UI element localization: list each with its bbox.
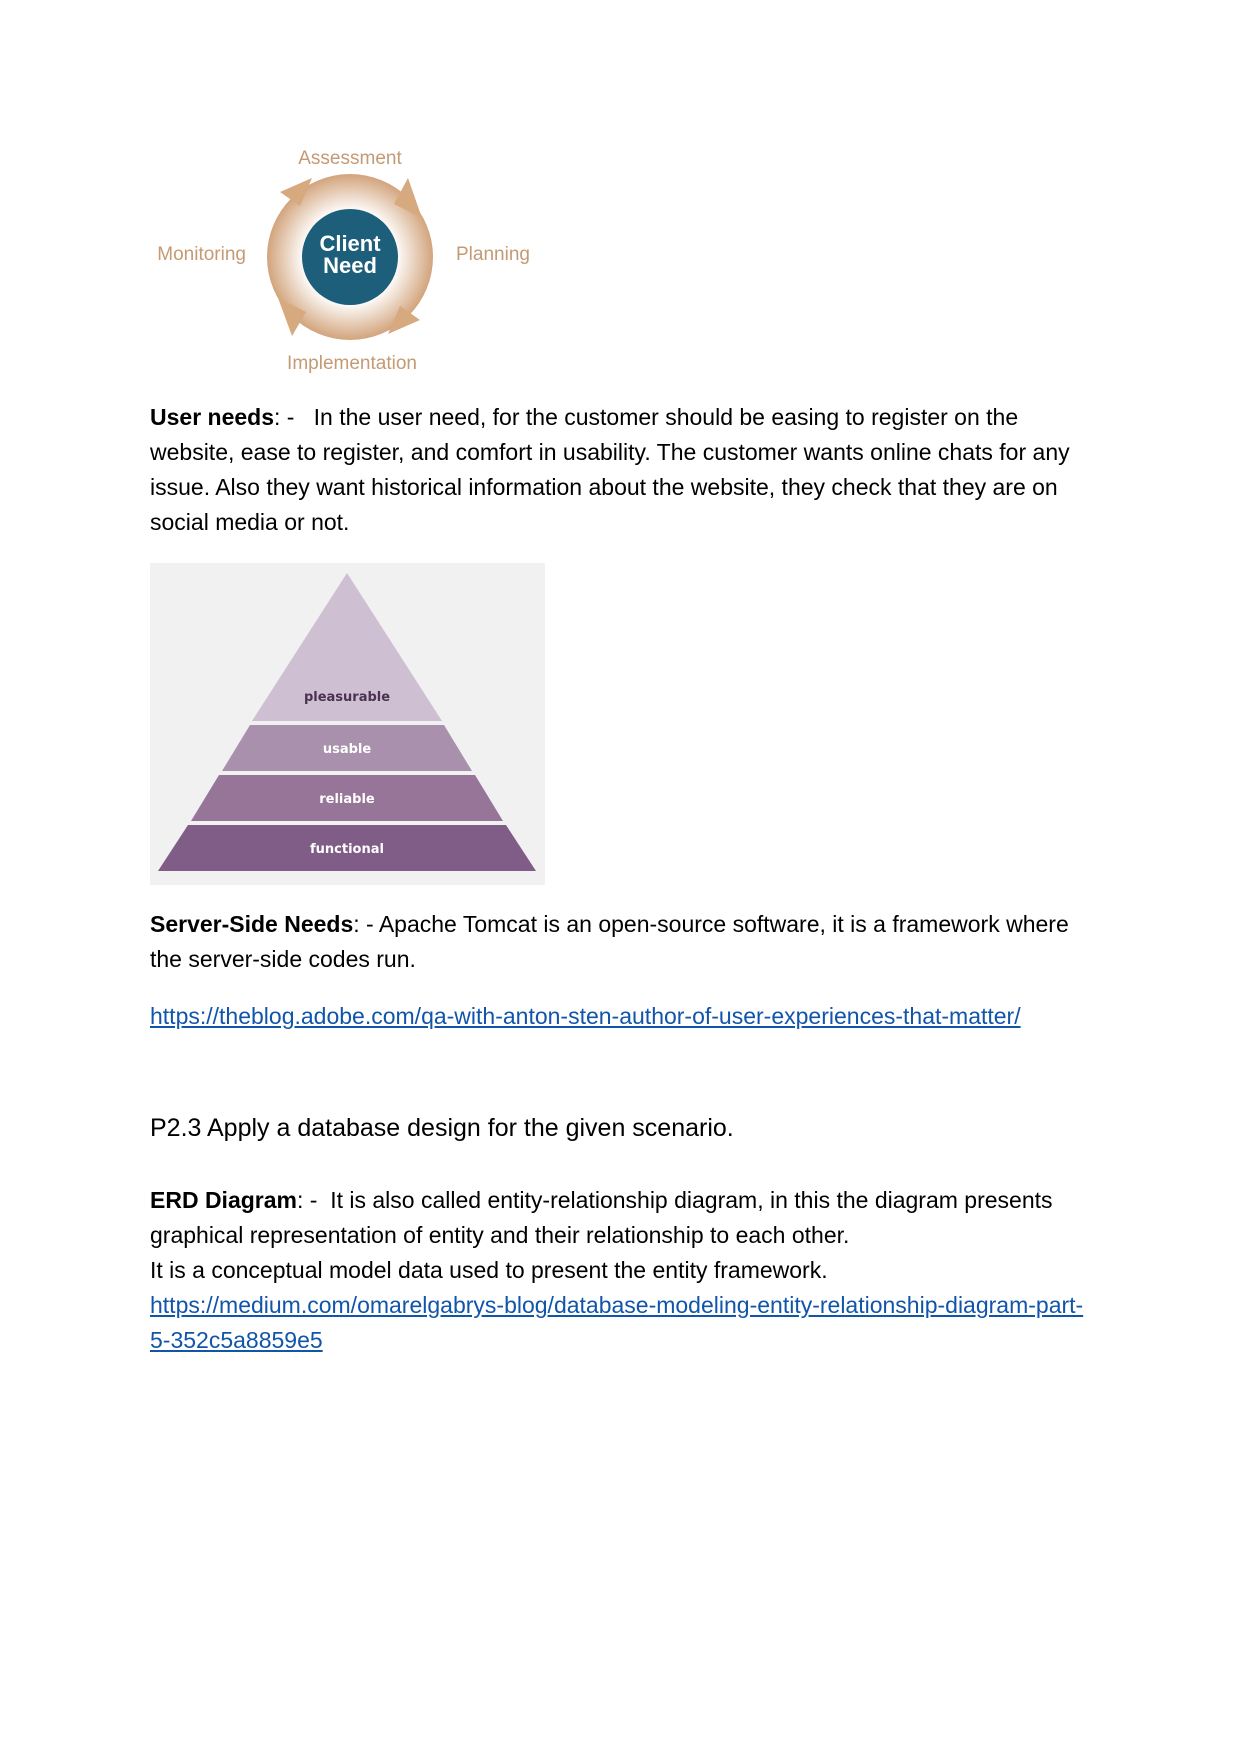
user-needs-paragraph (150, 400, 1090, 540)
cycle-center-line1: Client (319, 231, 381, 256)
erd-label: ERD Diagram (150, 1187, 297, 1213)
ux-pyramid (150, 563, 545, 885)
ux-pyramid-figure (150, 563, 545, 885)
cycle-diagram (150, 140, 550, 380)
cycle-center-line2: Need (323, 253, 377, 278)
pyramid-label-usable: usable (322, 742, 372, 757)
server-side-sep: : - (353, 911, 379, 937)
erd-sep: : - (296, 1187, 331, 1213)
erd-line2: It is a conceptual model data used to present the entity framework. (150, 1257, 828, 1283)
pyramid-label-pleasurable: pleasurable (303, 690, 391, 705)
user-needs-sep: : - (274, 404, 314, 430)
cycle-label-right: Planning (456, 244, 530, 265)
server-side-text: Apache Tomcat is an open-source software, it is a framework where the server-side codes run. (150, 911, 1069, 972)
user-needs-label: User needs (150, 404, 275, 430)
cycle-label-bottom: Implementation (287, 353, 417, 374)
medium-erd-link[interactable]: https://medium.com/omarelgabrys-blog/database-modeling-entity-relationship-diagram-part-5-352c5a8859e5 (150, 1292, 1084, 1353)
section-heading: P2.3 Apply a database design for the given scenario. (150, 1114, 734, 1142)
erd-text: It is also called entity-relationship diagram, in this the diagram presents graphical representation of entity and their relationship to each other. (150, 1187, 1053, 1248)
server-side-label: Server-Side Needs (150, 911, 354, 937)
server-side-paragraph (150, 907, 1090, 977)
erd-paragraph (150, 1183, 1090, 1358)
user-needs-text: In the user need, for the customer should be easing to register on the website, ease to register, and comfort in usability. The customer wants online chats for any issue. Also they want historical information about the website, they check that they are on social media or not. (150, 404, 1070, 535)
adobe-blog-link[interactable]: https://theblog.adobe.com/qa-with-anton-sten-author-of-user-experiences-that-matter/ (150, 1003, 1021, 1029)
cycle-label-top: Assessment (298, 148, 402, 169)
pyramid-label-reliable: reliable (319, 792, 375, 807)
link-paragraph (150, 999, 1090, 1034)
pyramid-label-functional: functional (310, 842, 384, 857)
client-need-cycle-figure (150, 140, 550, 380)
cycle-label-left: Monitoring (157, 244, 246, 265)
